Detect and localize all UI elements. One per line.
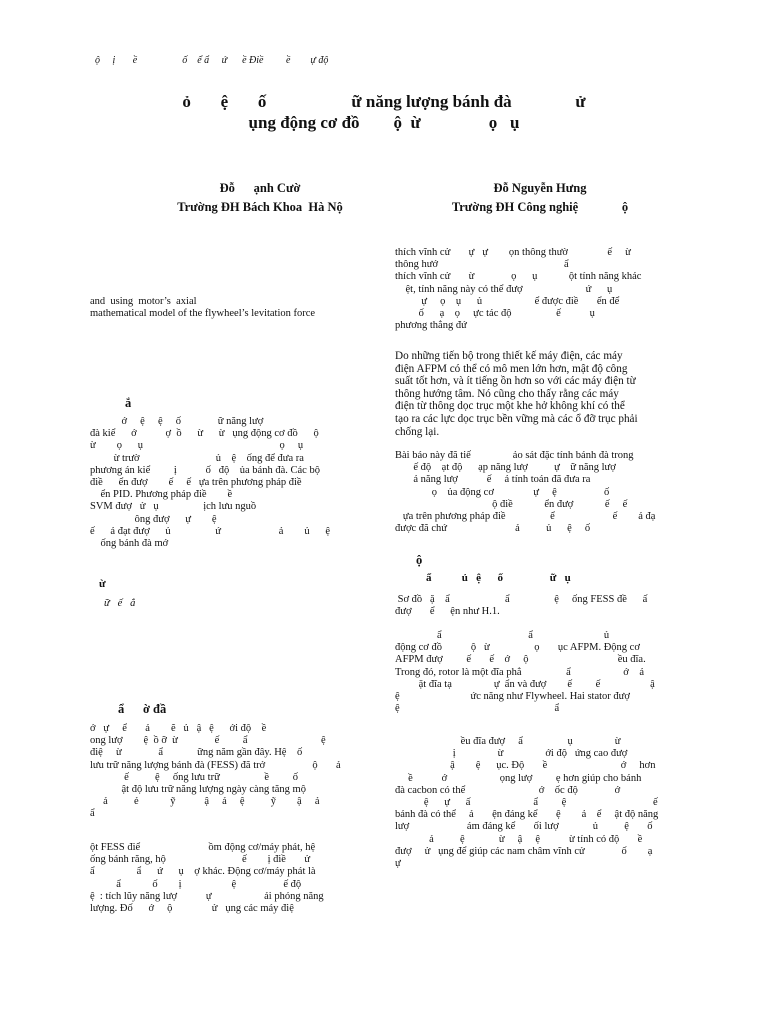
author-left-name: Đỗ ạnh Cườ — [219, 181, 301, 195]
text-line: ừ ọ ụ ọ ụ — [90, 440, 304, 452]
text-line: ệ ự ấ ẩ ệ ế — [395, 797, 658, 809]
text-line: thông hướng tâm. Nó cũng cho thấy rằng các máy — [395, 387, 619, 400]
text-line: ừ trườ ủ ệ ống để đưa ra — [90, 452, 304, 464]
text-line: ong lượ ệ ồ ỡ ừ ế ẩ ệ — [90, 735, 326, 747]
text-line: ống bánh răng, hộ ế ị điề ử — [90, 854, 311, 866]
paper-title-line-2: ụng động cơ đồ ộ ừ ọ ụ — [248, 113, 520, 132]
text-line: lưu trữ năng lượng bánh đà (FESS) đã trở ộ ả — [90, 759, 341, 771]
header-line: ộ ị ề ố ể ẩ ứ ề Điề ề ự độ — [95, 55, 329, 66]
keywords-label: ừ — [99, 578, 106, 590]
paper-title-line-1: ỏ ệ ố ữ năng lượng bánh đà ử — [182, 92, 586, 111]
text-line: động cơ đồ ộ ừ ọ ục AFPM. Động cơ — [395, 642, 640, 654]
text-line: bánh đà có thể ả ện đáng kể ệ ả ể ật độ năng — [395, 809, 659, 821]
text-line: ố ạ ọ ực tác độ ế ụ — [395, 308, 595, 320]
text-line: ật độ lưu trữ năng lượng ngày càng tăng mộ — [90, 784, 306, 796]
author-left-affiliation: Trường ĐH Bách Khoa Hà Nộ — [177, 200, 343, 214]
text-line: ả ệ ừ ậ ệ ừ tính có độ ề — [395, 833, 643, 845]
text-line: ệ ức năng như Flywheel. Hai stator đượ — [395, 691, 630, 703]
intro-paragraph-1 — [90, 723, 375, 821]
text-line: phương thẳng đứ — [395, 320, 467, 332]
text-line: Bài báo này đã tiế ảo sát đặc tính bánh đà trong — [395, 450, 634, 461]
text-line: lượng. Đố ớ ộ ử ụng các máy điệ — [90, 903, 294, 915]
text-line: điện AFPM có thể có mô men lớn hơn, mật độ công — [395, 362, 628, 375]
text-line: điề ển đượ ế ế ựa trên phương pháp điề — [90, 477, 302, 489]
keywords-text: ữ ế ắ — [104, 598, 136, 609]
text-line: ông đượ ự ệ — [90, 513, 217, 525]
text-line: ề ớ ọng lượ ẹ hơn giúp cho bánh — [395, 772, 642, 784]
text-line: ế ả đạt đượ ủ ứ ả ủ ệ — [90, 525, 331, 537]
text-line: ặt đĩa tạ ự ẩn và đượ ế ế ậ — [395, 678, 655, 690]
text-line: SVM đượ ử ụ ịch lưu nguồ — [90, 501, 257, 513]
intro-paragraph-2 — [90, 842, 375, 915]
text-line: ẩ — [90, 808, 95, 820]
text-line: đượ ử ụng để giúp các nam châm vĩnh cử ố ạ — [395, 845, 653, 857]
text-line: ộ điề ển đượ ế ế — [395, 498, 628, 510]
text-line: ớ ự ể ả ẽ ủ ậ ệ ới độ ề — [90, 723, 267, 734]
text-line: ẩ ẩ ủ — [395, 630, 610, 641]
text-line: ống bánh đà mớ — [90, 538, 169, 550]
text-line: đà cacbon có thể ớ ốc độ ớ — [395, 784, 621, 796]
text-line: ế ệ ống lưu trữ ề ố — [90, 771, 298, 783]
text-line: ậ ệ ục. Độ ề ớ hơn — [395, 760, 656, 772]
right-paragraph-6 — [395, 736, 680, 870]
text-line: tạo ra các lực dọc trục bền vững mà các ổ đỡ trục phải — [395, 412, 638, 425]
text-line: phương án kiể ị ố độ ủa bánh đà. Các bộ — [90, 464, 320, 476]
text-line: ả ẻ ỹ ậ ả ệ ỹ ậ ả — [90, 796, 320, 808]
text-line: ều đĩa đượ ẩ ụ ừ — [395, 736, 621, 747]
text-line: ựa trên phương pháp điề ể ế ả đạ — [395, 511, 656, 523]
text-line: AFPM đượ ế ế ớ ộ ều đĩa. — [395, 654, 646, 666]
text-line: Sơ đồ ặ ẩ ẩ ệ ống FESS đề ấ — [395, 594, 648, 605]
abstract-line: mathematical model of the flywheel’s levitation force — [90, 308, 316, 320]
text-line: Trong đó, rotor là một đĩa phẳ ẩ ớ ả — [395, 666, 644, 678]
text-line: ệt, tính năng này có thể đượ ứ ụ — [395, 283, 613, 295]
section-heading-intro: ẩ ờ đầ — [118, 702, 167, 716]
text-line: thích vĩnh cử ừ ọ ụ ột tính năng khác — [395, 271, 642, 283]
text-line: ự ọ ụ ủ ể được điề ển để — [395, 295, 620, 307]
text-line: ả năng lượ ế ả tính toán đã đưa ra — [395, 474, 591, 486]
right-paragraph-1 — [395, 247, 680, 332]
text-line: được đã chứ ả ủ ệ ố — [395, 523, 591, 535]
text-line: điện từ thông dọc trục một khe hở không khí có thể — [395, 400, 625, 413]
right-paragraph-4 — [395, 594, 680, 618]
text-line: thông hướ ẩ — [395, 259, 569, 271]
text-line: ột FESS điể ồm động cơ/máy phát, hệ — [90, 842, 316, 853]
text-line: thích vĩnh cử ự ự ọn thông thườ ế ừ — [395, 247, 631, 258]
summary-paragraph — [90, 416, 375, 550]
section-heading-summary: ắ — [125, 396, 132, 410]
text-line: chống lại. — [395, 425, 440, 438]
right-paragraph-3 — [395, 450, 680, 535]
abstract-line: and using motor’s axial — [90, 296, 197, 307]
text-line: ớ ệ ệ ố ữ năng lượ — [90, 416, 264, 427]
text-line: ị ừ ới độ ứng cao đượ — [395, 748, 628, 760]
text-line: điệ ừ ẩ ững năm gần đây. Hệ ố — [90, 747, 303, 759]
text-line: ế độ ạt độ ạp năng lượ ự ữ năng lượ — [395, 462, 616, 474]
text-line: Do những tiến bộ trong thiết kế máy điện, các máy — [395, 350, 623, 362]
author-right-affiliation: Trường ĐH Công nghiệ ộ — [451, 200, 629, 214]
text-line: đà kiể ớ ợ ồ ừ ừ ụng động cơ đồ ộ — [90, 428, 319, 440]
text-line: ọ ủa động cơ ự ệ ố — [395, 486, 610, 498]
text-line: đượ ể ện như H.1. — [395, 606, 500, 618]
text-line: ệ : tích lũy năng lượ ự ải phóng năng — [90, 890, 324, 902]
right-paragraph-2 — [395, 350, 680, 438]
section-heading-2: ộ — [416, 553, 423, 567]
text-line: ự — [395, 858, 401, 870]
text-line: ẩ ố ị ệ ế độ — [90, 878, 302, 890]
right-paragraph-5 — [395, 630, 680, 715]
text-line: ệ ẩ — [395, 703, 560, 715]
author-right-name: Đỗ Nguyễn Hưng — [493, 181, 587, 195]
text-line: ẩ ẩ ứ ụ ợ khác. Động cơ/máy phát là — [90, 866, 316, 878]
text-line: ển PID. Phương pháp điề ề — [90, 489, 233, 501]
subsection-heading: ẩ ủ ệ ố ữ ụ — [426, 572, 571, 584]
text-line: suất tốt hơn, và ít tiếng ồn hơn so với các máy điện từ — [395, 375, 636, 388]
abstract-text — [90, 296, 375, 320]
text-line: lượ ám đáng kể ối lượ ủ ệ ố — [395, 821, 653, 833]
